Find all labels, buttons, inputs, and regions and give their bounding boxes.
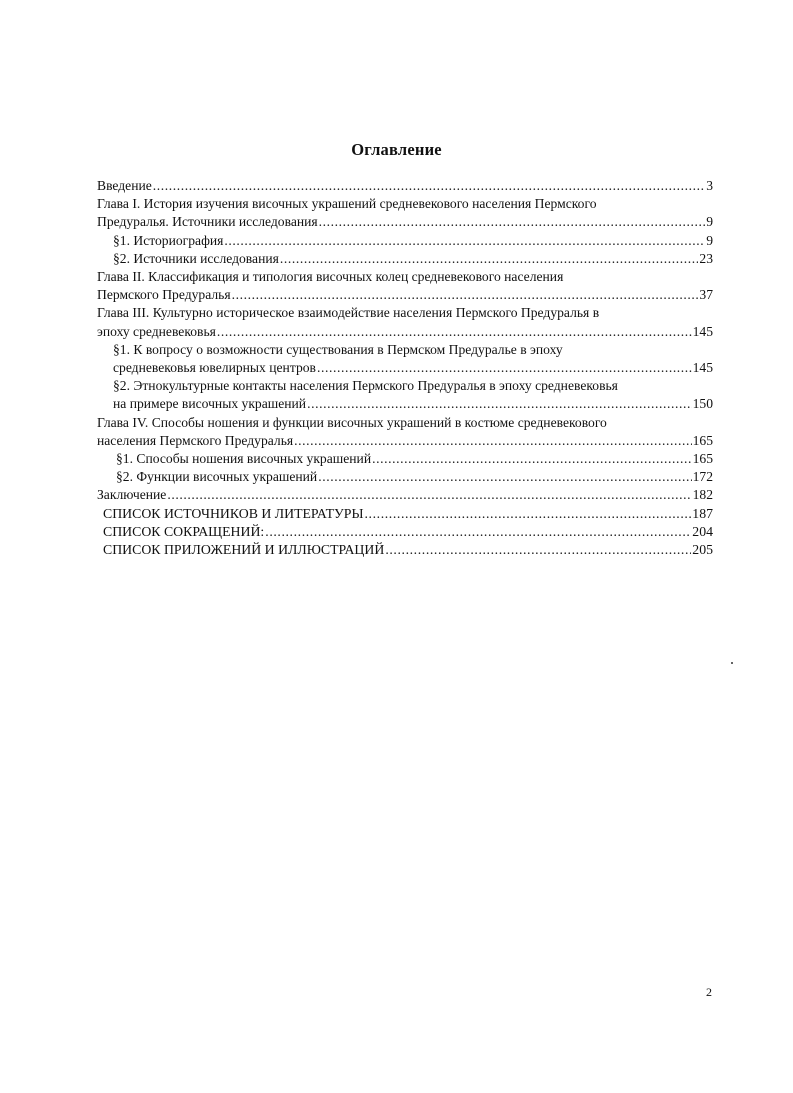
toc-dot-leader xyxy=(307,395,692,413)
page-title: Оглавление xyxy=(351,140,442,159)
toc-entry-text: СПИСОК ИСТОЧНИКОВ И ЛИТЕРАТУРЫ xyxy=(103,505,364,521)
toc-entry xyxy=(97,304,713,340)
toc-entry xyxy=(97,486,713,504)
toc-entry xyxy=(97,232,713,250)
toc-page-number: 182 xyxy=(692,487,713,503)
toc-entry-text: Пермского Предуралья xyxy=(97,287,231,303)
toc-entry-line xyxy=(97,286,713,304)
toc-page-number: 145 xyxy=(692,323,713,339)
toc-dot-leader xyxy=(318,468,691,486)
toc-page-number: 145 xyxy=(692,360,713,376)
table-of-contents xyxy=(97,177,713,559)
toc-entry-line xyxy=(97,323,713,341)
toc-entry-line xyxy=(116,468,713,486)
toc-entry xyxy=(97,250,713,268)
toc-entry-line xyxy=(97,486,713,504)
toc-dot-leader xyxy=(294,432,691,450)
toc-dot-leader xyxy=(153,177,705,195)
toc-entry-line xyxy=(116,450,713,468)
toc-entry-line xyxy=(113,395,713,413)
toc-entry-text: §1. Способы ношения височных украшений xyxy=(116,451,372,467)
toc-entry xyxy=(97,177,713,195)
toc-entry-text: средневековья ювелирных центров xyxy=(113,360,316,376)
toc-entry-text: СПИСОК ПРИЛОЖЕНИЙ И ИЛЛЮСТРАЦИЙ xyxy=(103,542,385,558)
toc-page-number: 165 xyxy=(692,432,713,448)
toc-page-number: 165 xyxy=(692,451,713,467)
toc-entry-line xyxy=(113,359,713,377)
toc-entry-text: Глава I. История изучения височных украшений средневекового населения Пермского xyxy=(97,196,597,212)
toc-dot-leader xyxy=(372,450,692,468)
toc-dot-leader xyxy=(265,523,691,541)
page-number: 2 xyxy=(706,985,712,999)
toc-entry-text: эпоху средневековья xyxy=(97,323,216,339)
toc-entry-text: §1. К вопросу о возможности существования в Пермском Предуралье в эпоху xyxy=(113,341,563,357)
toc-entry xyxy=(97,523,713,541)
toc-entry-line xyxy=(113,232,713,250)
toc-entry-text: Заключение xyxy=(97,487,167,503)
toc-dot-leader xyxy=(319,213,706,231)
toc-entry-text: СПИСОК СОКРАЩЕНИЙ: xyxy=(103,523,265,539)
toc-page-number: 23 xyxy=(699,250,713,266)
toc-entry-text: §2. Функции височных украшений xyxy=(116,469,318,485)
toc-entry xyxy=(97,505,713,523)
toc-dot-leader xyxy=(317,359,692,377)
toc-entry-line xyxy=(97,432,713,450)
toc-page-number: 150 xyxy=(692,396,713,412)
toc-entry-line xyxy=(103,523,713,541)
toc-entry-text: Глава II. Классификация и типология височных колец средневекового населения xyxy=(97,269,564,285)
toc-dot-leader xyxy=(232,286,699,304)
toc-dot-leader xyxy=(280,250,699,268)
toc-entry xyxy=(97,195,713,231)
toc-page-number: 9 xyxy=(706,232,713,248)
toc-entry-line xyxy=(113,250,713,268)
toc-entry xyxy=(97,341,713,377)
toc-entry-text: Глава III. Культурно историческое взаимодействие населения Пермского Предуралья в xyxy=(97,305,600,321)
toc-entry xyxy=(97,377,713,413)
toc-entry-text: §1. Историография xyxy=(113,232,224,248)
toc-entry xyxy=(97,468,713,486)
toc-entry-line xyxy=(103,541,713,559)
toc-dot-leader xyxy=(385,541,691,559)
toc-entry-text: населения Пермского Предуралья xyxy=(97,432,294,448)
stray-dot-mark xyxy=(731,662,733,664)
toc-entry-text: Предуралья. Источники исследования xyxy=(97,214,318,230)
toc-page-number: 37 xyxy=(699,287,713,303)
toc-entry xyxy=(97,414,713,450)
toc-page-number: 3 xyxy=(706,178,713,193)
toc-dot-leader xyxy=(224,232,705,250)
toc-entry-line xyxy=(103,505,713,523)
toc-dot-leader xyxy=(365,505,692,523)
toc-entry-line xyxy=(97,213,713,231)
toc-entry xyxy=(97,268,713,304)
toc-page-number: 172 xyxy=(692,469,713,485)
toc-entry-text: §2. Этнокультурные контакты населения Пермского Предуралья в эпоху средневековья xyxy=(113,378,618,394)
toc-entry-text: Введение xyxy=(97,178,152,193)
toc-page-number: 205 xyxy=(692,542,713,558)
toc-page-number: 204 xyxy=(692,523,713,539)
toc-entry xyxy=(97,541,713,559)
toc-entry xyxy=(97,450,713,468)
toc-entry-text: §2. Источники исследования xyxy=(113,250,279,266)
toc-dot-leader xyxy=(167,486,691,504)
toc-dot-leader xyxy=(217,323,692,341)
toc-entry-text: на примере височных украшений xyxy=(113,396,307,412)
toc-page-number: 187 xyxy=(692,505,713,521)
toc-entry-text: Глава IV. Способы ношения и функции височных украшений в костюме средневекового xyxy=(97,414,607,430)
toc-page-number: 9 xyxy=(706,214,713,230)
toc-entry-line xyxy=(97,177,713,195)
